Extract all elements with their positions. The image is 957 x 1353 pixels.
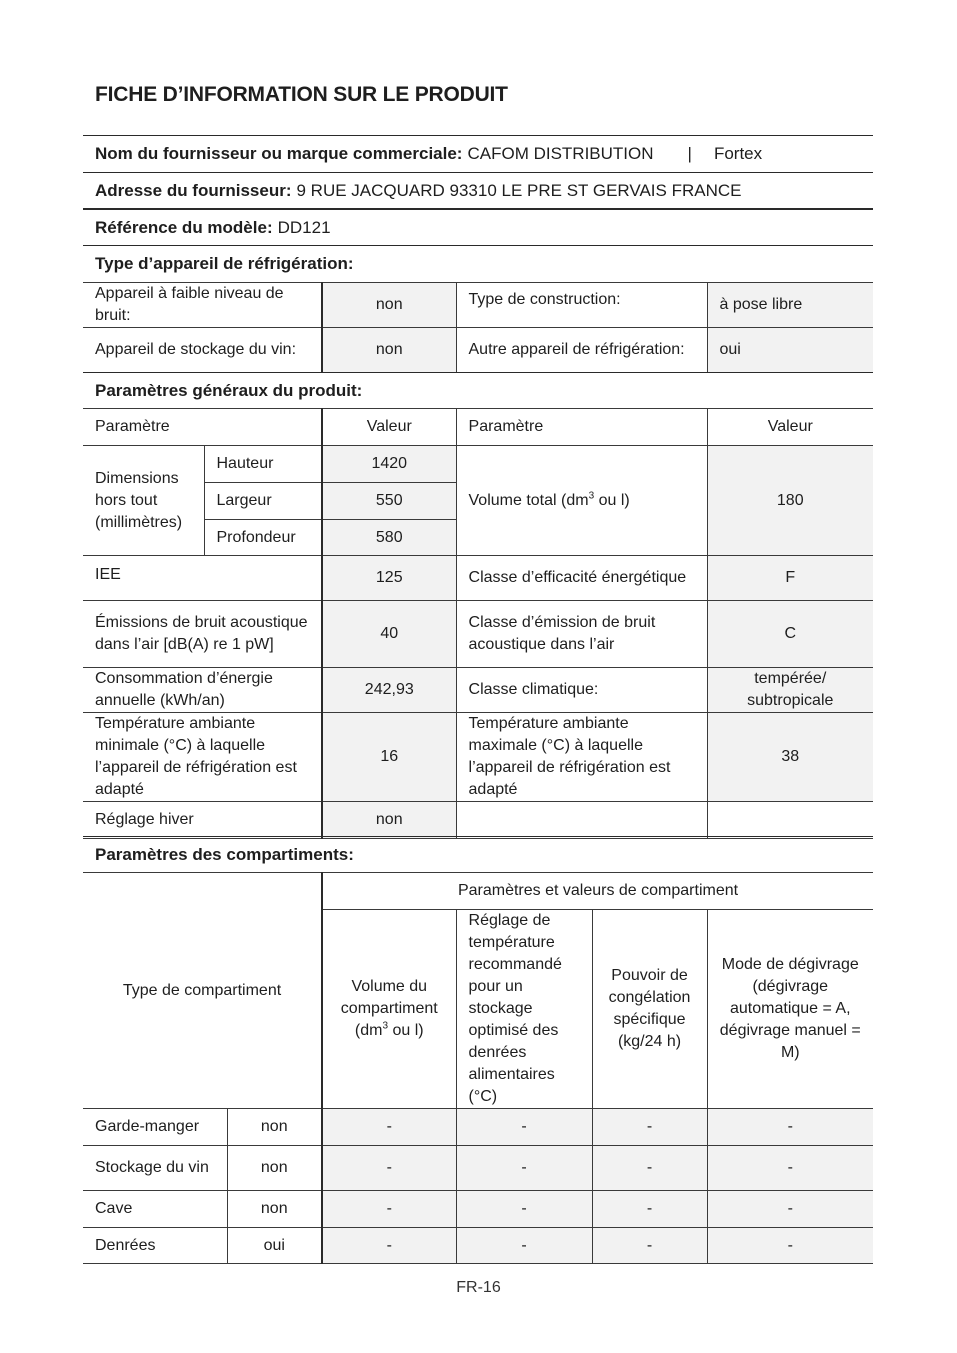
construction-value: à pose libre — [707, 283, 873, 328]
energy-consumption-label: Consommation d’énergie annuelle (kWh/an) — [83, 668, 322, 713]
noise-emission-value: 40 — [322, 601, 456, 668]
width-label: Largeur — [204, 483, 322, 520]
col-param-header: Paramètre — [83, 409, 322, 446]
compartment-name: Stockage du vin — [83, 1146, 227, 1191]
other-appliance-value: oui — [707, 328, 873, 373]
volume-value: 180 — [707, 446, 873, 556]
compartment-volume: - — [322, 1191, 456, 1228]
col-value-header: Valeur — [322, 409, 456, 446]
efficiency-class-label: Classe d’efficacité énergétique — [456, 556, 707, 601]
volume-label — [456, 446, 707, 556]
iee-value: 125 — [322, 556, 456, 601]
table-row — [83, 1146, 873, 1191]
appliance-type-heading-row — [83, 245, 873, 282]
other-appliance-label: Autre appareil de réfrigération: — [456, 328, 707, 373]
compartment-defrost: - — [707, 1191, 873, 1228]
compartment-temp: - — [456, 1191, 592, 1228]
compartments-heading-row — [83, 836, 873, 873]
volume-label-post: ou l) — [594, 491, 630, 509]
max-temp-value: 38 — [707, 713, 873, 802]
appliance-type-heading: Type d’appareil de réfrigération: — [95, 254, 354, 273]
low-noise-label: Appareil à faible niveau de bruit: — [83, 283, 322, 328]
compartment-defrost: - — [707, 1109, 873, 1146]
col-value-header-2: Valeur — [707, 409, 873, 446]
compartment-temp: - — [456, 1109, 592, 1146]
supplier-separator: | — [687, 144, 692, 163]
height-value: 1420 — [322, 446, 456, 483]
max-temp-label: Température ambiante maximale (°C) à laquelle l’appareil de réfrigération est adapté — [456, 713, 707, 802]
defrost-mode-header: Mode de dégivrage (dégivrage automatique = A, dégivrage manuel = M) — [707, 910, 873, 1109]
supplier-name-label: Nom du fournisseur ou marque commerciale: — [95, 144, 463, 163]
climate-class-value: tempérée/ subtropicale — [707, 668, 873, 713]
appliance-type-table — [83, 282, 873, 373]
noise-class-value: C — [707, 601, 873, 668]
compartment-volume: - — [322, 1109, 456, 1146]
energy-consumption-value: 242,93 — [322, 668, 456, 713]
compartment-volume: - — [322, 1228, 456, 1264]
compartment-temp: - — [456, 1146, 592, 1191]
noise-emission-label: Émissions de bruit acoustique dans l’air [dB(A) re 1 pW] — [83, 601, 322, 668]
winter-setting-label: Réglage hiver — [83, 802, 322, 839]
volume-header — [322, 910, 456, 1109]
winter-setting-value: non — [322, 802, 456, 839]
compartment-freeze: - — [592, 1228, 707, 1264]
compartment-present: non — [227, 1191, 322, 1228]
general-params-table — [83, 408, 873, 839]
compartment-type-header: Type de compartiment — [83, 873, 322, 1109]
compartment-freeze: - — [592, 1191, 707, 1228]
min-temp-label: Température ambiante minimale (°C) à laquelle l’appareil de réfrigération est adapté — [83, 713, 322, 802]
efficiency-class-value: F — [707, 556, 873, 601]
volume-header-sup: 3 — [382, 1020, 389, 1032]
height-label: Hauteur — [204, 446, 322, 483]
compartment-volume: - — [322, 1146, 456, 1191]
depth-label: Profondeur — [204, 520, 322, 556]
depth-value: 580 — [322, 520, 456, 556]
volume-label-sup: 3 — [588, 490, 595, 502]
page-number: FR-16 — [456, 1279, 501, 1296]
compartment-defrost: - — [707, 1228, 873, 1264]
empty-cell — [707, 802, 873, 839]
compartment-name: Cave — [83, 1191, 227, 1228]
wine-storage-label: Appareil de stockage du vin: — [83, 328, 322, 373]
compartment-present: non — [227, 1146, 322, 1191]
compartments-table — [83, 872, 873, 1264]
compartment-temp: - — [456, 1228, 592, 1264]
model-value: DD121 — [277, 217, 331, 237]
iee-label: IEE — [83, 556, 322, 601]
page-title: FICHE D’INFORMATION SUR LE PRODUIT — [95, 83, 508, 106]
col-param-header-2: Paramètre — [456, 409, 707, 446]
width-value: 550 — [322, 483, 456, 520]
dimensions-label: Dimensions hors tout (millimètres) — [83, 446, 204, 556]
supplier-brand: Fortex — [713, 144, 763, 163]
freezing-capacity-header: Pouvoir de congélation spécifique (kg/24 h) — [592, 910, 707, 1109]
compartment-present: non — [227, 1109, 322, 1146]
low-noise-value: non — [322, 283, 456, 328]
supplier-name-row — [83, 135, 873, 172]
model-row — [83, 208, 873, 245]
temp-setting-header: Réglage de température recommandé pour un stockage optimisé des denrées alimentaires (°C) — [456, 910, 592, 1109]
volume-header-pre: Volume du compartiment (dm — [340, 978, 438, 1039]
compartment-freeze: - — [592, 1109, 707, 1146]
compartment-name: Garde-manger — [83, 1109, 227, 1146]
model-label: Référence du modèle: — [95, 217, 273, 237]
noise-class-label: Classe d’émission de bruit acoustique dans l’air — [456, 601, 707, 668]
volume-label-pre: Volume total (dm — [468, 491, 589, 509]
supplier-address-row — [83, 172, 873, 209]
compartment-present: oui — [227, 1228, 322, 1264]
construction-label: Type de construction: — [456, 283, 707, 328]
min-temp-value: 16 — [322, 713, 456, 802]
wine-storage-value: non — [322, 328, 456, 373]
table-row — [83, 1191, 873, 1228]
supplier-address-value: 9 RUE JACQUARD 93310 LE PRE ST GERVAIS FRANCE — [296, 181, 742, 200]
climate-class-label: Classe climatique: — [456, 668, 707, 713]
empty-cell — [456, 802, 707, 839]
volume-header-post: ou l) — [388, 1022, 424, 1039]
table-row — [83, 1228, 873, 1264]
general-heading-row — [83, 372, 873, 409]
compartment-name: Denrées — [83, 1228, 227, 1264]
general-heading: Paramètres généraux du produit: — [95, 381, 363, 400]
supplier-address-label: Adresse du fournisseur: — [95, 181, 292, 200]
table-row — [83, 1109, 873, 1146]
compartments-heading: Paramètres des compartiments: — [95, 845, 354, 864]
compartment-defrost: - — [707, 1146, 873, 1191]
compartment-group-header: Paramètres et valeurs de compartiment — [322, 873, 873, 910]
compartment-freeze: - — [592, 1146, 707, 1191]
supplier-name-value: CAFOM DISTRIBUTION — [467, 144, 654, 163]
